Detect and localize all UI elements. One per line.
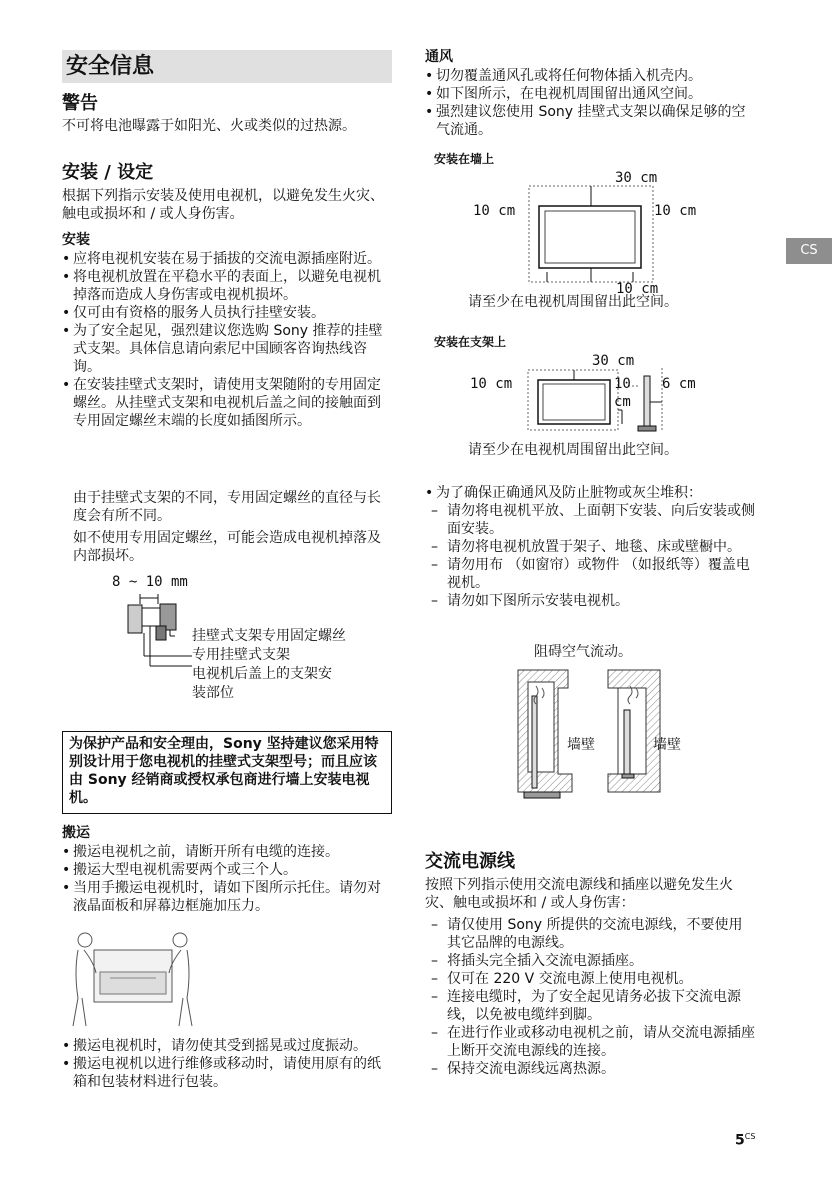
stand-mid-unit: cm: [614, 394, 631, 410]
stand-top-clearance: 30 cm: [592, 353, 635, 369]
install-extra-para: 由于挂壁式支架的不同，专用固定螺丝的直径与长度会有所不同。: [73, 490, 381, 524]
list-item: • 仅可由有资格的服务人员执行挂壁安装。: [62, 304, 390, 322]
stand-figure-label: 安装在支架上: [434, 335, 507, 349]
wall-figure-caption: 请至少在电视机周围留出此空间。: [468, 294, 678, 310]
power-cord-heading: 交流电源线: [425, 851, 515, 872]
install-intro: 根据下列指示安装及使用电视机，以避免发生火灾、触电或损坏和 / 或人身伤害。: [62, 188, 384, 222]
list-item: • 为了安全起见，强烈建议您选购 Sony 推荐的挂壁式支架。具体信息请向索尼中国顾客咨询热线咨询。: [62, 322, 390, 376]
list-item: • 搬运电视机时，请勿使其受到摇晃或过度振动。: [62, 1037, 390, 1055]
list-item: • 强烈建议您使用 Sony 挂壁式支架以确保足够的空气流通。: [425, 103, 755, 139]
wall-top-clearance: 30 cm: [615, 170, 658, 186]
mount-label: 电视机后盖上的支架安: [192, 666, 332, 682]
install-bullet-list: [62, 250, 390, 430]
wall-figure-label: 安装在墙上: [434, 152, 495, 166]
stand-left-clearance: 10 cm: [470, 376, 513, 392]
wall-bottom-clearance: 10 cm: [616, 281, 659, 297]
stand-clearance-diagram: [522, 366, 682, 438]
stand-figure-caption: 请至少在电视机周围留出此空间。: [468, 442, 678, 458]
wall-label: 墙壁: [567, 737, 595, 753]
airflow-dash-list: [425, 502, 755, 610]
list-item: • 搬运大型电视机需要两个或三个人。: [62, 861, 390, 879]
list-item: • 搬运电视机以进行维修或移动时，请使用原有的纸箱和包装材料进行包装。: [62, 1055, 390, 1091]
list-item: • 搬运电视机之前，请断开所有电缆的连接。: [62, 843, 390, 861]
transport-bullet-list-after: [62, 1037, 390, 1091]
warning-heading: 警告: [62, 93, 98, 114]
wall-right-clearance: 10 cm: [654, 203, 697, 219]
wall-clearance-diagram: [525, 180, 660, 290]
blocked-figure-title: 阻碍空气流动。: [534, 644, 632, 660]
list-item: – 在进行作业或移动电视机之前，请从交流电源插座上断开交流电源线的连接。: [425, 1024, 755, 1060]
list-item: • 切勿覆盖通风孔或将任何物体插入机壳内。: [425, 67, 755, 85]
list-item: – 请勿将电视机放置于架子、地毯、床或壁橱中。: [425, 538, 755, 556]
list-item: – 请勿将电视机平放、上面朝下安装、向后安装或侧面安装。: [425, 502, 755, 538]
list-item: • 为了确保正确通风及防止脏物或灰尘堆积：: [425, 484, 755, 502]
install-subheading: 安装: [62, 232, 90, 248]
list-item: • 当用手搬运电视机时，请如下图所示托住。请勿对液晶面板和屏幕边框施加压力。: [62, 879, 390, 915]
install-extra-para: 如不使用专用固定螺丝，可能会造成电视机掉落及内部损坏。: [73, 530, 381, 564]
screw-dimension: 8 ~ 10 mm: [112, 574, 188, 590]
carry-tv-illustration: [70, 928, 195, 1028]
list-item: – 请勿如下图所示安装电视机。: [425, 592, 755, 610]
install-heading: 安装 / 设定: [62, 162, 154, 183]
stand-right-clearance: 6 cm: [662, 376, 696, 392]
wall-label: 墙壁: [653, 737, 681, 753]
transport-heading: 搬运: [62, 825, 90, 841]
screw-label: 挂壁式支架专用固定螺丝: [192, 628, 346, 644]
ventilation-heading: 通风: [425, 49, 453, 65]
ventilation-bullet-list: [425, 67, 755, 139]
list-item: – 请勿用布 （如窗帘）或物件 （如报纸等）覆盖电视机。: [425, 556, 755, 592]
page-number: $5^{CS}$: [735, 1132, 756, 1149]
page-title: 安全信息: [62, 50, 392, 83]
language-tab: CS: [786, 238, 832, 264]
power-cord-dash-list: [425, 916, 755, 1078]
list-item: • 将电视机放置在平稳水平的表面上，以避免电视机掉落而造成人身伤害或电视机损坏。: [62, 268, 390, 304]
list-item: – 将插头完全插入交流电源插座。: [425, 952, 755, 970]
list-item: • 在安装挂壁式支架时，请使用支架随附的专用固定螺丝。从挂壁式支架和电视机后盖之间的接触面到专用固定螺丝末端的长度如插图所示。: [62, 376, 390, 430]
screw-diagram: [120, 590, 190, 670]
warning-text: 不可将电池曝露于如阳光、火或类似的过热源。: [62, 118, 356, 134]
mount-label: 装部位: [192, 685, 234, 701]
stand-mid-clearance: 10: [614, 376, 631, 392]
power-cord-intro: 按照下列指示使用交流电源线和插座以避免发生火灾、触电或损坏和 / 或人身伤害：: [425, 877, 733, 911]
list-item: • 如下图所示，在电视机周围留出通风空间。: [425, 85, 755, 103]
wall-left-clearance: 10 cm: [473, 203, 516, 219]
list-item: – 仅可在 220 V 交流电源上使用电视机。: [425, 970, 755, 988]
airflow-bullet-list: [425, 484, 755, 502]
list-item: – 保持交流电源线远离热源。: [425, 1060, 755, 1078]
transport-bullet-list: [62, 843, 390, 915]
list-item: – 连接电缆时，为了安全起见请务必拔下交流电源线，以免被电缆绊到脚。: [425, 988, 755, 1024]
list-item: • 应将电视机安装在易于插拔的交流电源插座附近。: [62, 250, 390, 268]
list-item: – 请仅使用 Sony 所提供的交流电源线，不要使用其它品牌的电源线。: [425, 916, 755, 952]
notice-box: 为保护产品和安全理由，Sony 坚持建议您采用特别设计用于您电视机的挂壁式支架型号；而且应该由 Sony 经销商或授权承包商进行墙上安装电视机。: [62, 731, 392, 814]
bracket-label: 专用挂壁式支架: [192, 647, 290, 663]
